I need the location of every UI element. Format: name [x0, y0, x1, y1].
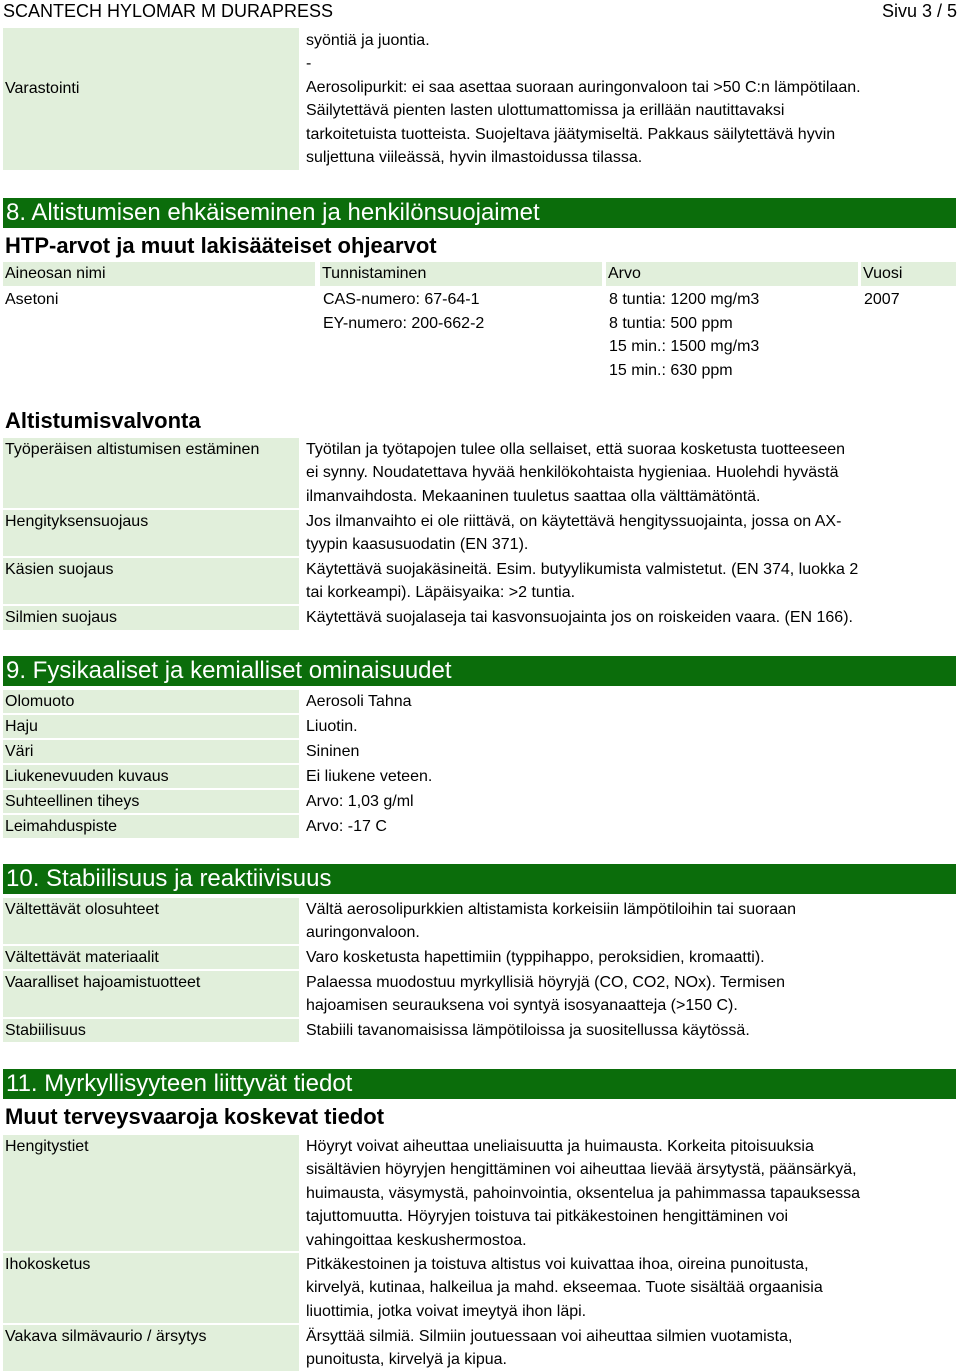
col-header-name: Aineosan nimi	[3, 262, 315, 286]
control-label: Käsien suojaus	[3, 558, 299, 604]
property-value: Arvo: 1,03 g/ml	[306, 793, 414, 810]
storage-label: Varastointi	[5, 80, 80, 97]
property-value: Ei liukene veteen.	[306, 768, 433, 785]
toxicity-text: Ärsyttää silmiä. Silmiin joutuessaan voi aiheuttaa silmien vuotamista, punoitusta, kirvelyä ja kipua.	[306, 1328, 793, 1369]
storage-line: suljettuna viileässä, hyvin ilmastoidussa tilassa.	[306, 149, 643, 167]
substance-ids	[323, 288, 484, 335]
toxicity-label: Hengitystiet	[3, 1135, 299, 1251]
control-text: Jos ilmanvaihto ei ole riittävä, on käytettävä hengityssuojainta, jossa on AX- tyypin kaasusuodatin (EN 371).	[306, 513, 842, 554]
storage-line: Säilytettävä pienten lasten ulottumattomissa ja erillään nautittavaksi	[306, 102, 785, 120]
control-text: Käytettävä suojalaseja tai kasvonsuojainta jos on roiskeiden vaara. (EN 166).	[306, 609, 853, 626]
stability-text: Vältä aerosolipurkkien altistamista korkeisiin lämpötiloihin tai suoraan auringonvaloon.	[306, 901, 797, 942]
storage-line: tarkoitetuista tuotteista. Suojeltava jäätymiseltä. Pakkaus säilytettävä hyvin	[306, 125, 836, 143]
property-label: Haju	[3, 715, 299, 738]
property-label: Suhteellinen tiheys	[3, 790, 299, 813]
control-text: Työtilan ja työtapojen tulee olla sellaiset, että suoraa kosketusta tuotteeseen ei synny. Noudatettava hyvää henkilökohtaista hygieniaa. Huolehdi hyvästä ilmanvaihdosta. Mekaaninen tuuletus saattaa olla välttämätöntä.	[306, 441, 846, 505]
limit-values	[609, 288, 759, 382]
control-label: Silmien suojaus	[3, 606, 299, 630]
storage-line: -	[306, 55, 312, 73]
col-header-year: Vuosi	[861, 262, 956, 286]
section-9-title: 9. Fysikaaliset ja kemialliset ominaisuudet	[3, 656, 956, 686]
col-header-id: Tunnistaminen	[320, 262, 602, 286]
col-header-value: Arvo	[606, 262, 858, 286]
section-8-title: 8. Altistumisen ehkäiseminen ja henkilönsuojaimet	[3, 198, 956, 228]
stability-text: Varo kosketusta hapettimiin (typpihappo, peroksidien, kromaatti).	[306, 949, 765, 966]
property-label: Leimahduspiste	[3, 815, 299, 838]
stability-label: Vältettävät olosuhteet	[3, 898, 299, 944]
property-value: Arvo: -17 C	[306, 818, 387, 835]
stability-text: Palaessa muodostuu myrkyllisiä höyryjä (CO, CO2, NOx). Termisen hajoamisen seurauksena voi syntyä isosyanaatteja (>150 C).	[306, 974, 785, 1015]
storage-line: syöntiä ja juontia.	[306, 32, 430, 49]
page-header	[3, 0, 957, 22]
product-name: SCANTECH HYLOMAR M DURAPRESS	[3, 1, 334, 21]
property-value: Aerosoli Tahna	[306, 693, 412, 710]
storage-line: Aerosolipurkit: ei saa asettaa suoraan auringonvaloon tai >50 C:n lämpötilaan.	[306, 78, 861, 96]
value-line: 15 min.: 630 ppm	[609, 361, 733, 379]
property-value: Sininen	[306, 743, 360, 760]
property-value: Liuotin.	[306, 718, 358, 735]
stability-label: Stabiilisuus	[3, 1019, 299, 1042]
value-line: 15 min.: 1500 mg/m3	[609, 338, 760, 355]
substance-name: Asetoni	[5, 291, 59, 308]
page-number: Sivu 3 / 5	[881, 1, 957, 21]
toxicity-label: Ihokosketus	[3, 1253, 299, 1323]
stability-text: Stabiili tavanomaisissa lämpötiloissa ja suositellussa käytössä.	[306, 1022, 750, 1039]
property-label: Väri	[3, 740, 299, 763]
property-label: Liukenevuuden kuvaus	[3, 765, 299, 788]
section-8-subtitle: HTP-arvot ja muut lakisääteiset ohjearvot	[5, 233, 437, 258]
storage-text	[306, 29, 946, 169]
toxicity-text: Pitkäkestoinen ja toistuva altistus voi kuivattaa ihoa, oireina punoitusta, kirvelyä, kutinaa, halkeilua ja mahd. ekseemaa. Tuote sisältää orgaanisia liuottimia, jotka voivat imeytyä ihon läpi.	[306, 1256, 823, 1320]
section-10-title: 10. Stabiilisuus ja reaktiivisuus	[3, 864, 956, 894]
toxicity-label: Vakava silmävaurio / ärsytys	[3, 1325, 299, 1371]
id-line: EY-numero: 200-662-2	[323, 314, 485, 332]
storage-label-cell	[3, 28, 299, 170]
section-11-title: 11. Myrkyllisyyteen liittyvät tiedot	[3, 1069, 956, 1099]
limit-year: 2007	[864, 291, 900, 308]
section-11-subtitle: Muut terveysvaaroja koskevat tiedot	[5, 1104, 385, 1129]
id-line: CAS-numero: 67-64-1	[323, 291, 480, 308]
value-line: 8 tuntia: 500 ppm	[609, 314, 733, 332]
stability-label: Vaaralliset hajoamistuotteet	[3, 971, 299, 1017]
property-label: Olomuoto	[3, 690, 299, 713]
value-line: 8 tuntia: 1200 mg/m3	[609, 291, 760, 308]
stability-label: Vältettävät materiaalit	[3, 946, 299, 969]
control-label: Työperäisen altistumisen estäminen	[3, 438, 299, 508]
exposure-control-title: Altistumisvalvonta	[5, 408, 201, 433]
toxicity-text: Höyryt voivat aiheuttaa uneliaisuutta ja huimausta. Korkeita pitoisuuksia sisältävien höyryjen hengittäminen voi aiheuttaa lievää ärsytystä, päänsärkyä, huimausta, väsymystä, pahoinvointia, oksentelua ja pahimmassa tapauksessa tajuttomuutta. Höyryjen toistuva tai pitkäkestoinen hengittäminen voi vahingoittaa keskushermostoa.	[306, 1138, 861, 1249]
control-text: Käytettävä suojakäsineitä. Esim. butyylikumista valmistetut. (EN 374, luokka 2 tai korkeampi). Läpäisyaika: >2 tuntia.	[306, 561, 859, 602]
control-label: Hengityksensuojaus	[3, 510, 299, 556]
